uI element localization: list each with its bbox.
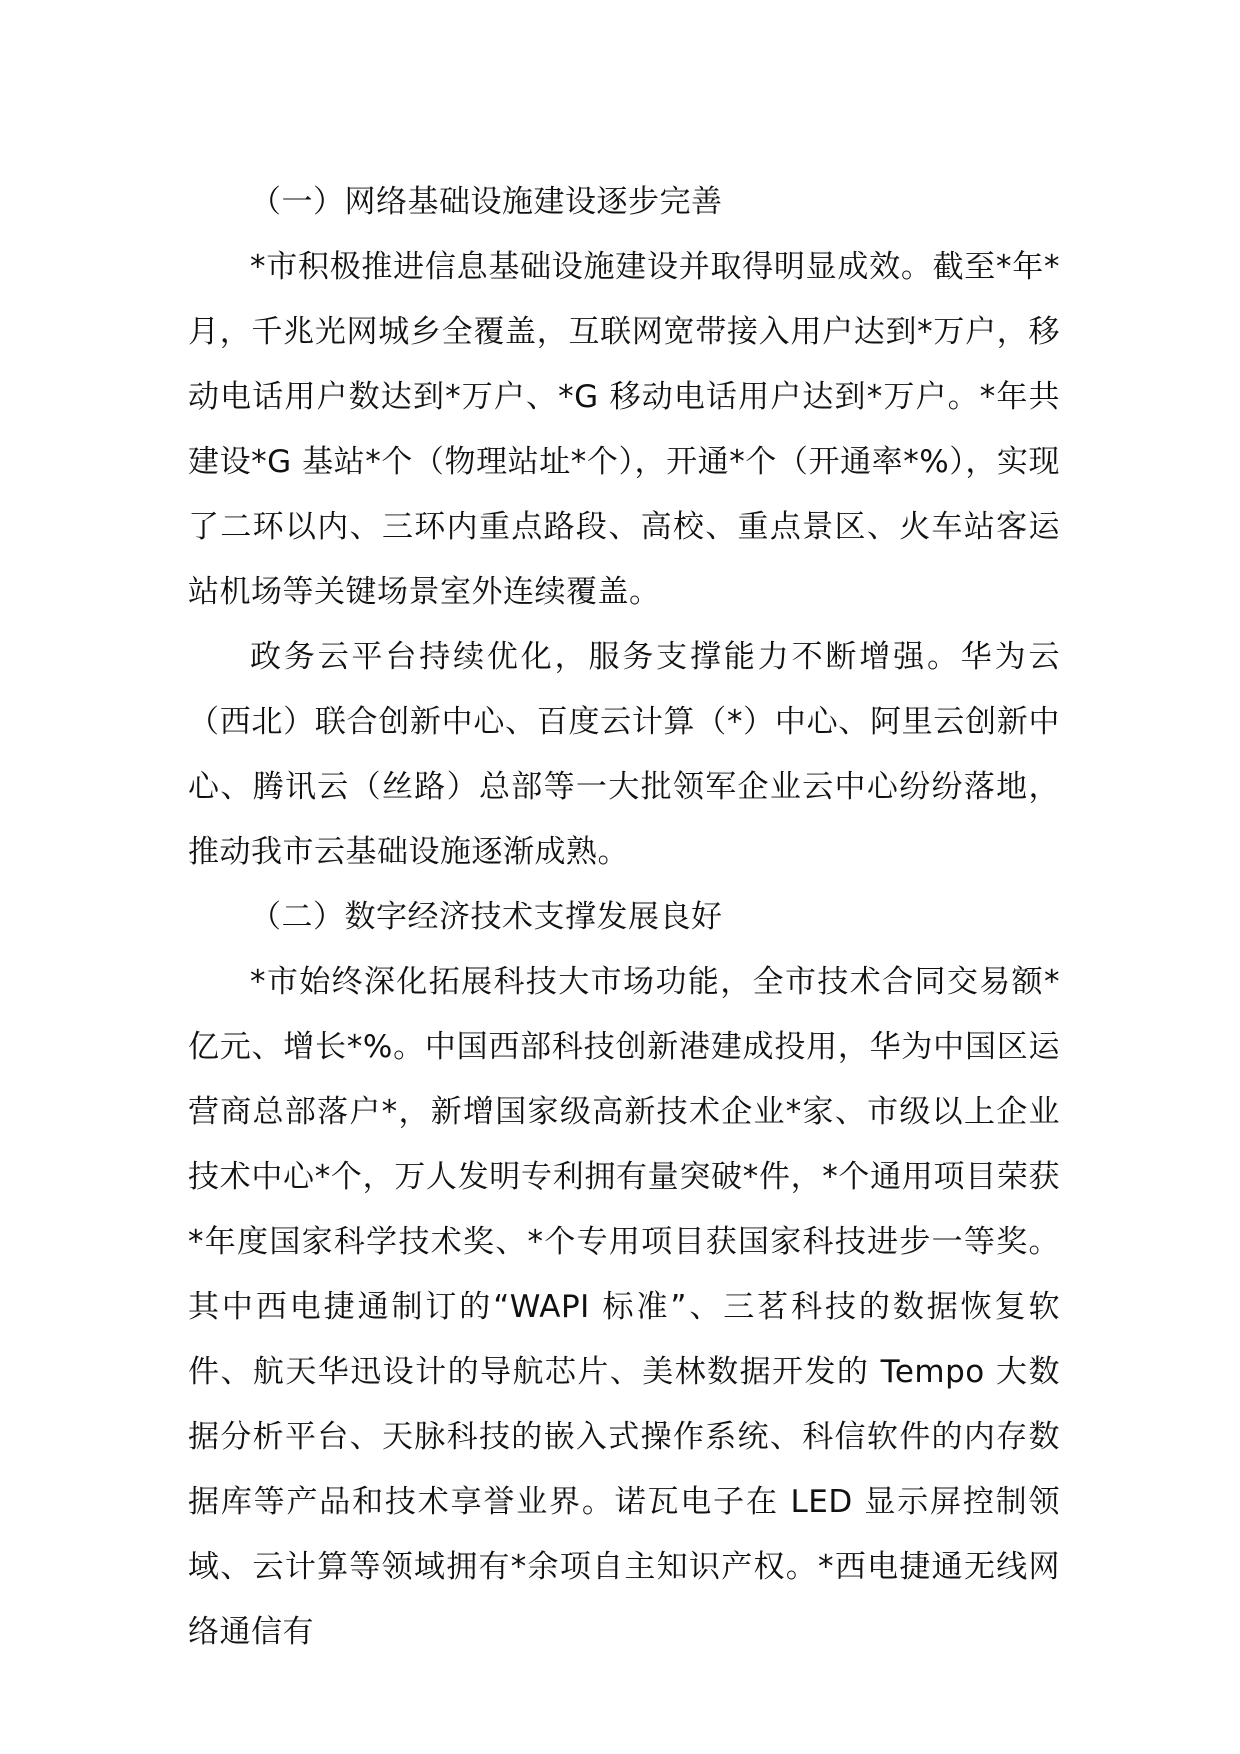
- paragraph-network-infrastructure: *市积极推进信息基础设施建设并取得明显成效。截至*年*月，千兆光网城乡全覆盖，互联网宽带接入用户达到*万户，移动电话用户数达到*万户、*G 移动电话用户达到*万户。*年共建设*G 基站*个（物理站址*个），开通*个（开通率*%），实现了二环以内、三环内重点路段、高校、重点景区、火车站客运站机场等关键场景室外连续覆盖。: [188, 249, 1060, 610]
- paragraph-technology-support: *市始终深化拓展科技大市场功能，全市技术合同交易额*亿元、增长*%。中国西部科技创新港建成投用，华为中国区运营商总部落户*，新增国家级高新技术企业*家、市级以上企业技术中心*个，万人发明专利拥有量突破*件，*个通用项目荣获*年度国家科学技术奖、*个专用项目获国家科技进步一等奖。其中西电捷通制订的“WAPI 标准”、三茗科技的数据恢复软件、航天华迅设计的导航芯片、美林数据开发的 Tempo 大数据分析平台、天脉科技的嵌入式操作系统、科信软件的内存数据库等产品和技术享誉业界。诺瓦电子在 LED 显示屏控制领域、云计算等领域拥有*余项自主知识产权。*西电捷通无线网络通信有: [188, 964, 1060, 1650]
- paragraph-government-cloud: 政务云平台持续优化，服务支撑能力不断增强。华为云（西北）联合创新中心、百度云计算（*）中心、阿里云创新中心、腾讯云（丝路）总部等一大批领军企业云中心纷纷落地，推动我市云基础设施逐渐成熟。: [188, 639, 1060, 870]
- section-heading-2: （二）数字经济技术支撑发展良好: [250, 899, 723, 935]
- document-body: [188, 170, 1060, 1665]
- section-heading-1: （一）网络基础设施建设逐步完善: [250, 184, 723, 220]
